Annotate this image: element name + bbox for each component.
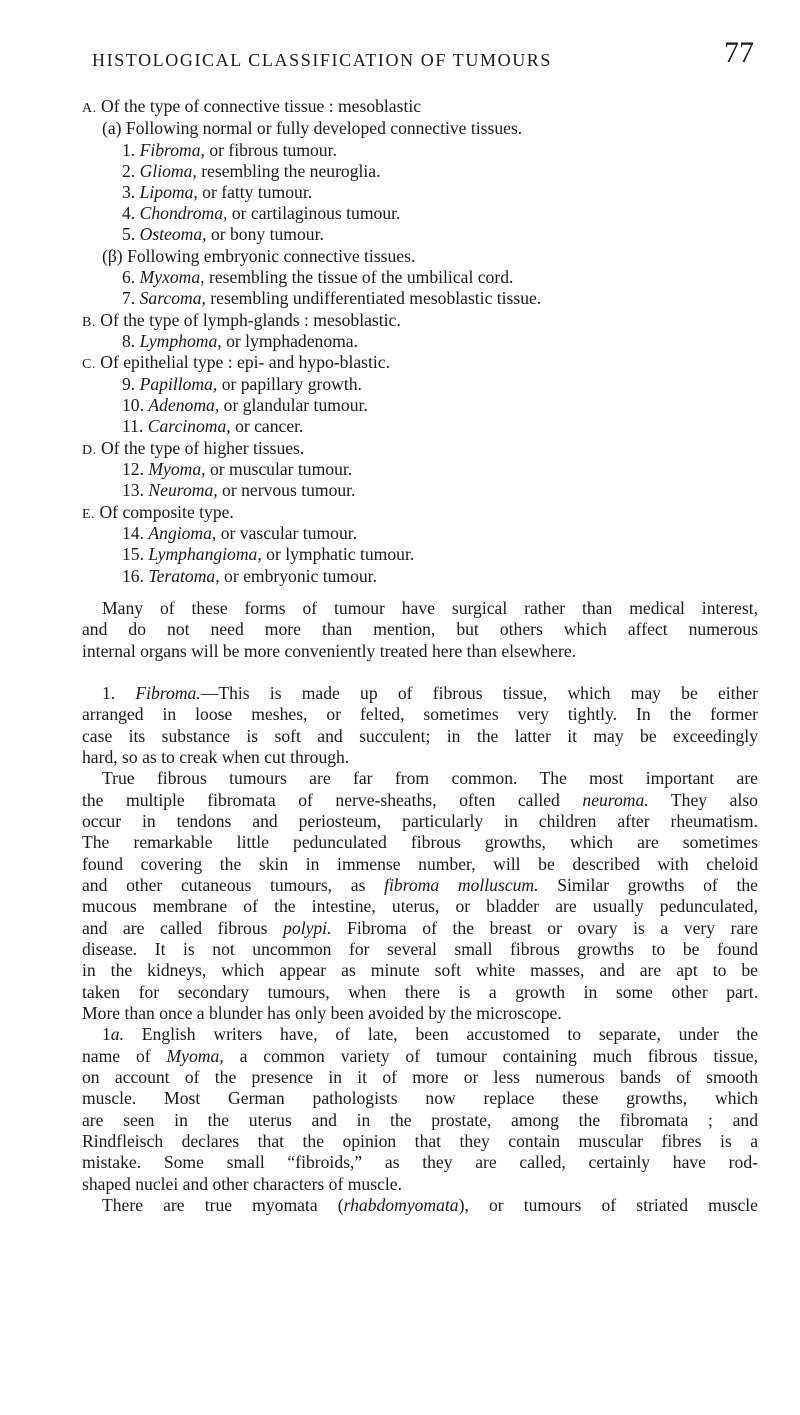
category-letter: C. bbox=[82, 357, 96, 372]
italic-term: polypi. bbox=[283, 918, 332, 938]
text-run: True fibrous tumours are far from common. The most important are bbox=[102, 768, 758, 788]
classification-item bbox=[122, 331, 358, 351]
text-line bbox=[82, 875, 758, 895]
text-run: The remarkable little pedunculated fibrous growths, which are sometimes bbox=[82, 832, 758, 852]
tumour-description: or bony tumour. bbox=[206, 224, 324, 244]
text-run: 1 bbox=[102, 1024, 111, 1044]
text-line bbox=[102, 1024, 758, 1044]
classification-item bbox=[122, 566, 377, 586]
category-text: Of the type of lymph-glands : mesoblastic. bbox=[100, 310, 401, 330]
classification-item bbox=[122, 544, 414, 564]
classification-item bbox=[122, 480, 355, 500]
text-run: in the kidneys, which appear as minute soft white masses, and are apt to be bbox=[82, 960, 758, 980]
item-number: 4. bbox=[122, 203, 136, 223]
text-run: Similar growths of the bbox=[538, 875, 758, 895]
classification-item bbox=[122, 416, 303, 436]
tumour-name: Lymphoma, bbox=[139, 331, 222, 351]
tumour-description: or nervous tumour. bbox=[217, 480, 356, 500]
tumour-name: Lymphangioma, bbox=[148, 544, 262, 564]
text-line bbox=[82, 1152, 758, 1172]
item-number: 16. bbox=[122, 566, 144, 586]
tumour-description: or lymphatic tumour. bbox=[261, 544, 415, 564]
italic-term: neuroma. bbox=[582, 790, 649, 810]
item-number: 13. bbox=[122, 480, 144, 500]
italic-term: fibroma molluscum. bbox=[384, 875, 539, 895]
item-number: 3. bbox=[122, 182, 136, 202]
text-line bbox=[82, 1003, 562, 1023]
text-run: arranged in loose meshes, or felted, sometimes very tightly. In the former bbox=[82, 704, 758, 724]
classification-cat bbox=[82, 502, 234, 525]
tumour-description: or fatty tumour. bbox=[197, 182, 313, 202]
tumour-description: or fibrous tumour. bbox=[204, 140, 337, 160]
text-line bbox=[82, 811, 758, 831]
text-run: Many of these forms of tumour have surgical rather than medical interest, bbox=[102, 598, 758, 618]
classification-item bbox=[122, 140, 337, 160]
text-run: occur in tendons and periosteum, particularly in children after rheumatism. bbox=[82, 811, 758, 831]
text-run: They also bbox=[648, 790, 758, 810]
text-run: are seen in the uterus and in the prostate, among the fibromata ; and bbox=[82, 1110, 758, 1130]
text-run: mucous membrane of the intestine, uterus, or bladder are usually pedunculated, bbox=[82, 896, 758, 916]
text-run: Fibroma of the breast or ovary is a very rare bbox=[331, 918, 758, 938]
text-line bbox=[102, 768, 758, 788]
classification-sub bbox=[102, 246, 415, 266]
text-run: Rindfleisch declares that the opinion that they contain muscular fibres is a bbox=[82, 1131, 758, 1151]
page-header bbox=[92, 36, 754, 76]
item-number: 12. bbox=[122, 459, 144, 479]
text-line bbox=[82, 960, 758, 980]
text-run: mistake. Some small “fibroids,” as they are called, certainly have rod- bbox=[82, 1152, 758, 1172]
category-letter: E. bbox=[82, 507, 96, 522]
classification-item bbox=[122, 182, 312, 202]
text-run: English writers have, of late, been accustomed to separate, under the bbox=[124, 1024, 758, 1044]
text-line bbox=[82, 790, 758, 810]
classification-item bbox=[122, 374, 362, 394]
classification-cat bbox=[82, 352, 390, 375]
text-line bbox=[82, 854, 758, 874]
text-line bbox=[82, 747, 349, 767]
text-run: hard, so as to creak when cut through. bbox=[82, 747, 350, 767]
category-text: Of epithelial type : epi- and hypo-blastic. bbox=[100, 352, 390, 372]
item-number: 11. bbox=[122, 416, 144, 436]
text-line bbox=[102, 683, 758, 703]
category-text: Of composite type. bbox=[99, 502, 234, 522]
italic-term: a. bbox=[110, 1024, 124, 1044]
classification-item bbox=[122, 459, 352, 479]
tumour-name: Myxoma, bbox=[139, 267, 205, 287]
category-text: Of the type of higher tissues. bbox=[101, 438, 305, 458]
text-line bbox=[82, 918, 758, 938]
item-number: 14. bbox=[122, 523, 144, 543]
tumour-name: Carcinoma, bbox=[147, 416, 231, 436]
text-run: 1. bbox=[102, 683, 136, 703]
classification-cat bbox=[82, 438, 304, 461]
text-run: There are true myomata ( bbox=[102, 1195, 344, 1215]
tumour-name: Adenoma, bbox=[148, 395, 220, 415]
text-run: ), or tumours of striated muscle bbox=[458, 1195, 758, 1215]
text-line bbox=[82, 1174, 402, 1194]
text-line bbox=[82, 1046, 758, 1066]
tumour-name: Teratoma, bbox=[148, 566, 220, 586]
text-run: and do not need more than mention, but others which affect numerous bbox=[82, 619, 758, 639]
tumour-name: Chondroma, bbox=[139, 203, 228, 223]
text-line bbox=[82, 982, 758, 1002]
text-line bbox=[82, 1088, 758, 1108]
page-number: 77 bbox=[724, 36, 754, 69]
tumour-description: or lymphadenoma. bbox=[221, 331, 359, 351]
text-run: and other cutaneous tumours, as bbox=[82, 875, 385, 895]
classification-item bbox=[122, 267, 513, 287]
text-line bbox=[82, 1131, 758, 1151]
item-number: 1. bbox=[122, 140, 136, 160]
tumour-description: resembling the neuroglia. bbox=[196, 161, 381, 181]
tumour-name: Papilloma, bbox=[139, 374, 218, 394]
classification-item bbox=[122, 203, 400, 223]
tumour-description: or papillary growth. bbox=[217, 374, 362, 394]
tumour-name: Neuroma, bbox=[148, 480, 218, 500]
tumour-description: or embryonic tumour. bbox=[219, 566, 377, 586]
tumour-description: or cancer. bbox=[230, 416, 304, 436]
text-run: internal organs will be more conveniently treated here than elsewhere. bbox=[82, 641, 577, 661]
text-line bbox=[82, 832, 758, 852]
italic-term: Myoma, bbox=[166, 1046, 224, 1066]
classification-cat bbox=[82, 96, 421, 119]
tumour-description: resembling the tissue of the umbilical cord. bbox=[204, 267, 514, 287]
classification-cat bbox=[82, 310, 401, 333]
tumour-name: Myoma, bbox=[148, 459, 206, 479]
text-line bbox=[82, 1067, 758, 1087]
category-letter: D. bbox=[82, 443, 97, 458]
text-run: a common variety of tumour containing much fibrous tissue, bbox=[223, 1046, 758, 1066]
tumour-description: or muscular tumour. bbox=[205, 459, 353, 479]
tumour-description: or vascular tumour. bbox=[216, 523, 358, 543]
classification-item bbox=[122, 288, 541, 308]
text-line bbox=[82, 1110, 758, 1130]
tumour-name: Glioma, bbox=[139, 161, 197, 181]
category-text: Of the type of connective tissue : mesoblastic bbox=[101, 96, 422, 116]
text-run: found covering the skin in immense number, will be described with cheloid bbox=[82, 854, 758, 874]
text-line bbox=[102, 1195, 758, 1215]
classification-item bbox=[122, 224, 324, 244]
italic-term: rhabdomyomata bbox=[343, 1195, 459, 1215]
text-line bbox=[82, 896, 758, 916]
tumour-name: Osteoma, bbox=[139, 224, 207, 244]
text-run: disease. It is not uncommon for several small fibrous growths to be found bbox=[82, 939, 758, 959]
tumour-description: resembling undifferentiated mesoblastic tissue. bbox=[205, 288, 542, 308]
text-run: name of bbox=[82, 1046, 167, 1066]
text-run: case its substance is soft and succulent; in the latter it may be exceedingly bbox=[82, 726, 758, 746]
tumour-description: or cartilaginous tumour. bbox=[227, 203, 401, 223]
classification-item bbox=[122, 395, 368, 415]
category-letter: A. bbox=[82, 101, 97, 116]
text-line bbox=[82, 704, 758, 724]
tumour-name: Angioma, bbox=[148, 523, 217, 543]
text-run: the multiple fibromata of nerve-sheaths, often called bbox=[82, 790, 583, 810]
subcategory-text: (a) Following normal or fully developed connective tissues. bbox=[102, 118, 523, 138]
text-line bbox=[82, 641, 576, 661]
text-run: on account of the presence in it of more or less numerous bands of smooth bbox=[82, 1067, 758, 1087]
item-number: 15. bbox=[122, 544, 144, 564]
text-run: —This is made up of fibrous tissue, which may be either bbox=[200, 683, 759, 703]
text-run: shaped nuclei and other characters of muscle. bbox=[82, 1174, 402, 1194]
item-number: 2. bbox=[122, 161, 136, 181]
text-line bbox=[82, 939, 758, 959]
tumour-description: or glandular tumour. bbox=[219, 395, 368, 415]
text-line bbox=[82, 726, 758, 746]
item-number: 7. bbox=[122, 288, 136, 308]
classification-sub bbox=[102, 118, 522, 138]
item-number: 10. bbox=[122, 395, 144, 415]
text-run: muscle. Most German pathologists now replace these growths, which bbox=[82, 1088, 758, 1108]
classification-item bbox=[122, 523, 357, 543]
item-number: 8. bbox=[122, 331, 136, 351]
tumour-name: Lipoma, bbox=[139, 182, 198, 202]
classification-item bbox=[122, 161, 381, 181]
item-number: 5. bbox=[122, 224, 136, 244]
text-run: and are called fibrous bbox=[82, 918, 284, 938]
text-run: More than once a blunder has only been avoided by the microscope. bbox=[82, 1003, 562, 1023]
italic-term: Fibroma. bbox=[135, 683, 201, 703]
text-run: taken for secondary tumours, when there is a growth in some other part. bbox=[82, 982, 758, 1002]
text-line bbox=[102, 598, 758, 618]
text-line bbox=[82, 619, 758, 639]
tumour-name: Sarcoma, bbox=[139, 288, 206, 308]
subcategory-text: (β) Following embryonic connective tissues. bbox=[102, 246, 416, 266]
item-number: 9. bbox=[122, 374, 136, 394]
tumour-name: Fibroma, bbox=[139, 140, 205, 160]
item-number: 6. bbox=[122, 267, 136, 287]
running-title: HISTOLOGICAL CLASSIFICATION OF TUMOURS bbox=[92, 50, 553, 70]
category-letter: B. bbox=[82, 315, 96, 330]
